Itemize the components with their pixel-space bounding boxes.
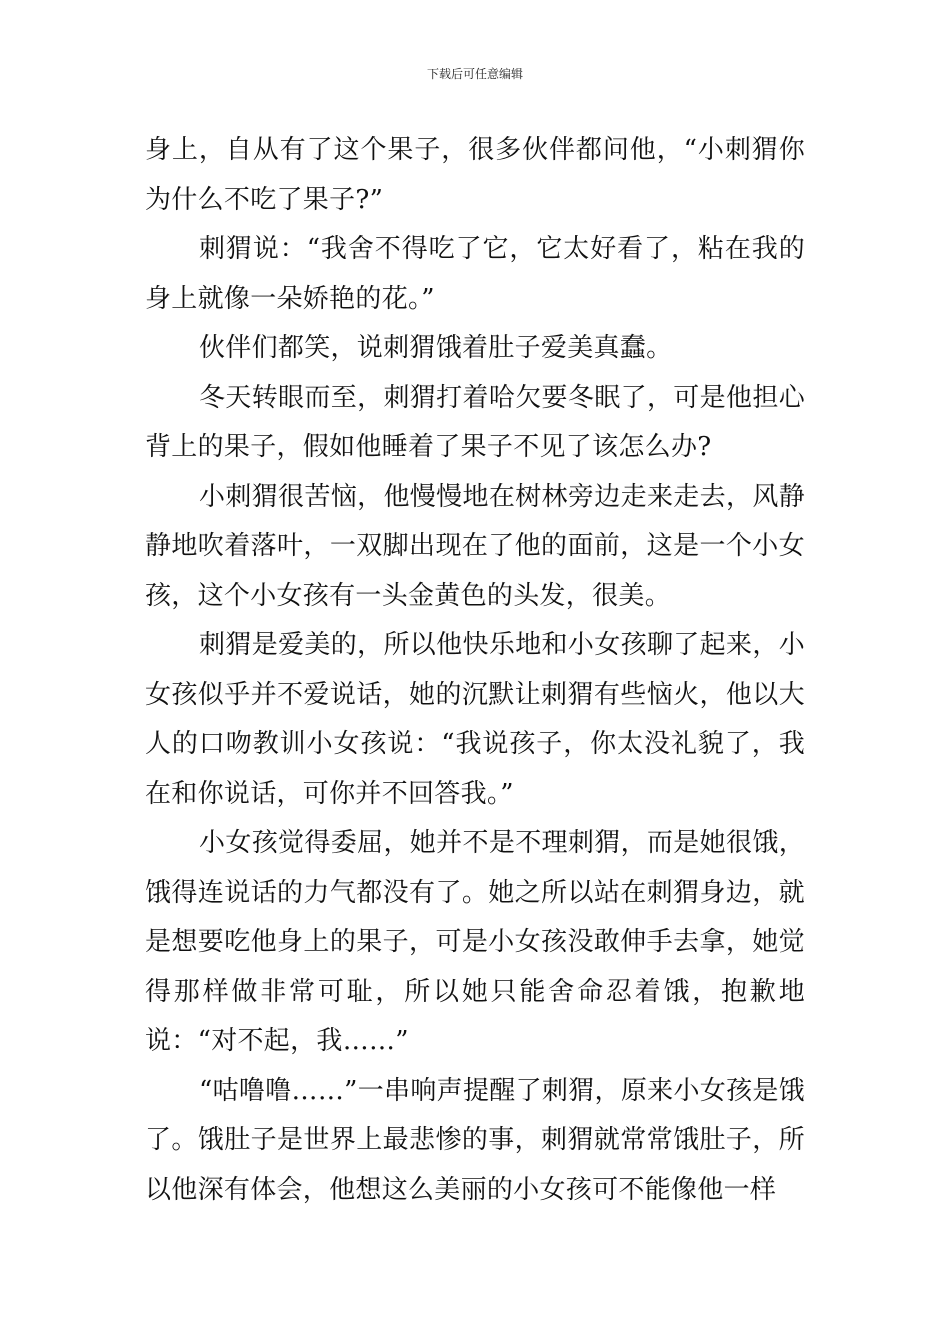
- paragraph: 刺猬说：“我舍不得吃了它，它太好看了，粘在我的身上就像一朵娇艳的花。”: [145, 234, 805, 314]
- document-body: [145, 126, 805, 1215]
- paragraph: “咕噜噜……”一串响声提醒了刺猬，原来小女孩是饿了。饿肚子是世界上最悲惨的事，刺猬就常常饿肚子，所以他深有体会，他想这么美丽的小女孩可不能像他一样: [145, 1075, 805, 1205]
- page-header: 下载后可任意编辑: [426, 67, 523, 81]
- paragraph: 刺猬是爱美的，所以他快乐地和小女孩聊了起来，小女孩似乎并不爱说话，她的沉默让刺猬有些恼火，他以大人的口吻教训小女孩说：“我说孩子，你太没礼貌了，我在和你说话，可你并不回答我。”: [145, 630, 805, 809]
- paragraph: 小女孩觉得委屈，她并不是不理刺猬，而是她很饿，饿得连说话的力气都没有了。她之所以站在刺猬身边，就是想要吃他身上的果子，可是小女孩没敢伸手去拿，她觉得那样做非常可耻，所以她只能舍命忍着饿，抱歉地说：“对不起，我……”: [145, 828, 805, 1056]
- paragraph: 小刺猬很苦恼，他慢慢地在树林旁边走来走去，风静静地吹着落叶，一双脚出现在了他的面前，这是一个小女孩，这个小女孩有一头金黄色的头发，很美。: [145, 481, 805, 611]
- paragraph: 伙伴们都笑，说刺猬饿着肚子爱美真蠢。: [199, 333, 673, 363]
- paragraph: 冬天转眼而至，刺猬打着哈欠要冬眠了，可是他担心背上的果子，假如他睡着了果子不见了该怎么办?: [145, 382, 805, 462]
- paragraph: 身上，自从有了这个果子，很多伙伴都问他，“小刺猬你为什么不吃了果子?”: [145, 135, 805, 215]
